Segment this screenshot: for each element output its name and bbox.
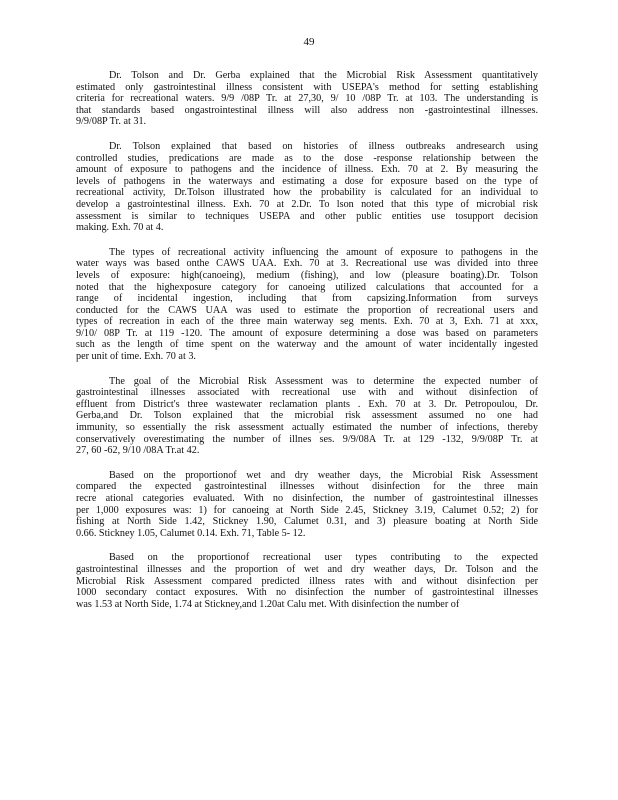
paragraph-line: effluent from District's three wastewater reclamation plants . Exh. 70 at 3. Dr. Petropoulou, Dr. <box>76 398 538 410</box>
paragraph-line: types of recreation in each of the three main waterway seg ments. Exh. 70 at 3, Exh. 71 at xxx, <box>76 316 538 328</box>
paragraph-line: gastrointestinal illnesses associated with recreational use with and without disinfection of <box>76 387 538 399</box>
paragraph-line: 1000 secondary contact exposures. With no disinfection the number of gastrointestinal illnesses <box>76 587 538 599</box>
paragraph-line: Gerba,and Dr. Tolson explained that the microbial risk assessment assumed no one had <box>76 410 538 422</box>
paragraph-line: conducted for the CAWS UAA was used to estimate the proportion of recreational users and <box>76 304 538 316</box>
paragraph-line: immunity, so essentially the risk assessment actually estimated the number of infections, thereby <box>76 422 538 434</box>
paragraph-line: gastrointestinal illnesses and the proportion of wet and dry weather days, Dr. Tolson and the <box>76 563 538 575</box>
paragraph-line: compared the expected gastrointestinal illnesses without disinfection for the three main <box>76 481 538 493</box>
paragraph-line: 9/10/ 08P Tr. at 119 -120. The amount of exposure determining a dose was based on parameters <box>76 327 538 339</box>
paragraph-line: Based on the proportionof recreational user types contributing to the expected <box>109 552 538 564</box>
paragraph-line: noted that the highexposure category for canoeing utilized calculations that accounted for a <box>76 281 538 293</box>
paragraph-1 <box>76 70 538 128</box>
paragraph-line: range of incidental ingestion, including that from capsizing.Information from surveys <box>76 293 538 305</box>
paragraph-line: levels of pathogens in the waterways and estimating a dose for exposure based on the type of <box>76 175 538 187</box>
paragraph-line: develop a gastrointestinal illness. Exh. 70 at 2.Dr. To lson noted that this type of microbial risk <box>76 198 538 210</box>
paragraph-line: The types of recreational activity influencing the amount of exposure to pathogens in the <box>109 246 538 258</box>
paragraph-line: levels of exposure: high(canoeing), medium (fishing), and low (pleasure boating).Dr. Tolson <box>76 269 538 281</box>
document-body <box>76 70 538 623</box>
paragraph-2 <box>76 141 538 234</box>
paragraph-4 <box>76 376 538 457</box>
paragraph-line: estimated only gastrointestinal illness consistent with USEPA's method for setting establishing <box>76 81 538 93</box>
paragraph-line: recreational activity, Dr.Tolson illustrated how the probability is calculated for an individual to <box>76 187 538 199</box>
paragraph-line: assessment is similar to techniques USEPA and other public entities use tosupport decision <box>76 210 538 222</box>
paragraph-line: 27, 60 -62, 9/10 /08A Tr.at 42. <box>76 445 200 457</box>
paragraph-line: fishing at North Side 1.42, Stickney 1.90, Calumet 0.31, and 3) pleasure boating at North Side <box>76 516 538 528</box>
paragraph-line: recre ational categories evaluated. With no disinfection, the number of gastrointestinal illnesses <box>76 493 538 504</box>
paragraph-6 <box>76 552 538 610</box>
paragraph-line: controlled studies, predications are made as to the dose -response relationship between the <box>76 152 538 164</box>
paragraph-line: 9/9/08P Tr. at 31. <box>76 116 147 128</box>
paragraph-5 <box>76 470 538 540</box>
paragraph-line: The goal of the Microbial Risk Assessment was to determine the expected number of <box>109 375 538 387</box>
paragraph-line: conservatively overestimating the number of illnes ses. 9/9/08A Tr. at 129 -132, 9/9/08P Tr. at <box>76 433 538 445</box>
paragraph-line: 0.66. Stickney 1.05, Calumet 0.14. Exh. 71, Table 5- 12. <box>76 527 306 539</box>
paragraph-line: such as the length of time spent on the waterway and the amount of water incidentally ingested <box>76 339 538 351</box>
paragraph-line: criteria for recreational waters. 9/9 /08P Tr. at 27,30, 9/ 10 /08P Tr. at 103. The understanding is <box>76 93 538 105</box>
paragraph-line: water ways was based onthe CAWS UAA. Exh. 70 at 3. Recreational use was divided into three <box>76 258 538 270</box>
page-number: 49 <box>303 36 315 48</box>
paragraph-line: Based on the proportionof wet and dry weather days, the Microbial Risk Assessment <box>109 469 538 481</box>
paragraph-line: making. Exh. 70 at 4. <box>76 222 164 234</box>
paragraph-line: Dr. Tolson and Dr. Gerba explained that the Microbial Risk Assessment quantitatively <box>109 70 538 81</box>
paragraph-line: per 1,000 exposures was: 1) for canoeing at North Side 2.45, Stickney 3.19, Calumet 0.52; 2) for <box>76 504 538 516</box>
paragraph-line: Dr. Tolson explained that based on histories of illness outbreaks andresearch using <box>109 140 538 152</box>
paragraph-3 <box>76 247 538 363</box>
paragraph-line: Microbial Risk Assessment compared predicted illness rates with and without disinfection per <box>76 575 538 587</box>
paragraph-line: amount of exposure to pathogens and the incidence of illness. Exh. 70 at 2. By measuring the <box>76 164 538 176</box>
paragraph-line: was 1.53 at North Side, 1.74 at Stickney,and 1.20at Calu met. With disinfection the number of <box>76 598 460 610</box>
paragraph-line: that standards based ongastrointestinal illness will also address non -gastrointestinal illnesses. <box>76 104 538 116</box>
paragraph-line: per unit of time. Exh. 70 at 3. <box>76 351 196 363</box>
